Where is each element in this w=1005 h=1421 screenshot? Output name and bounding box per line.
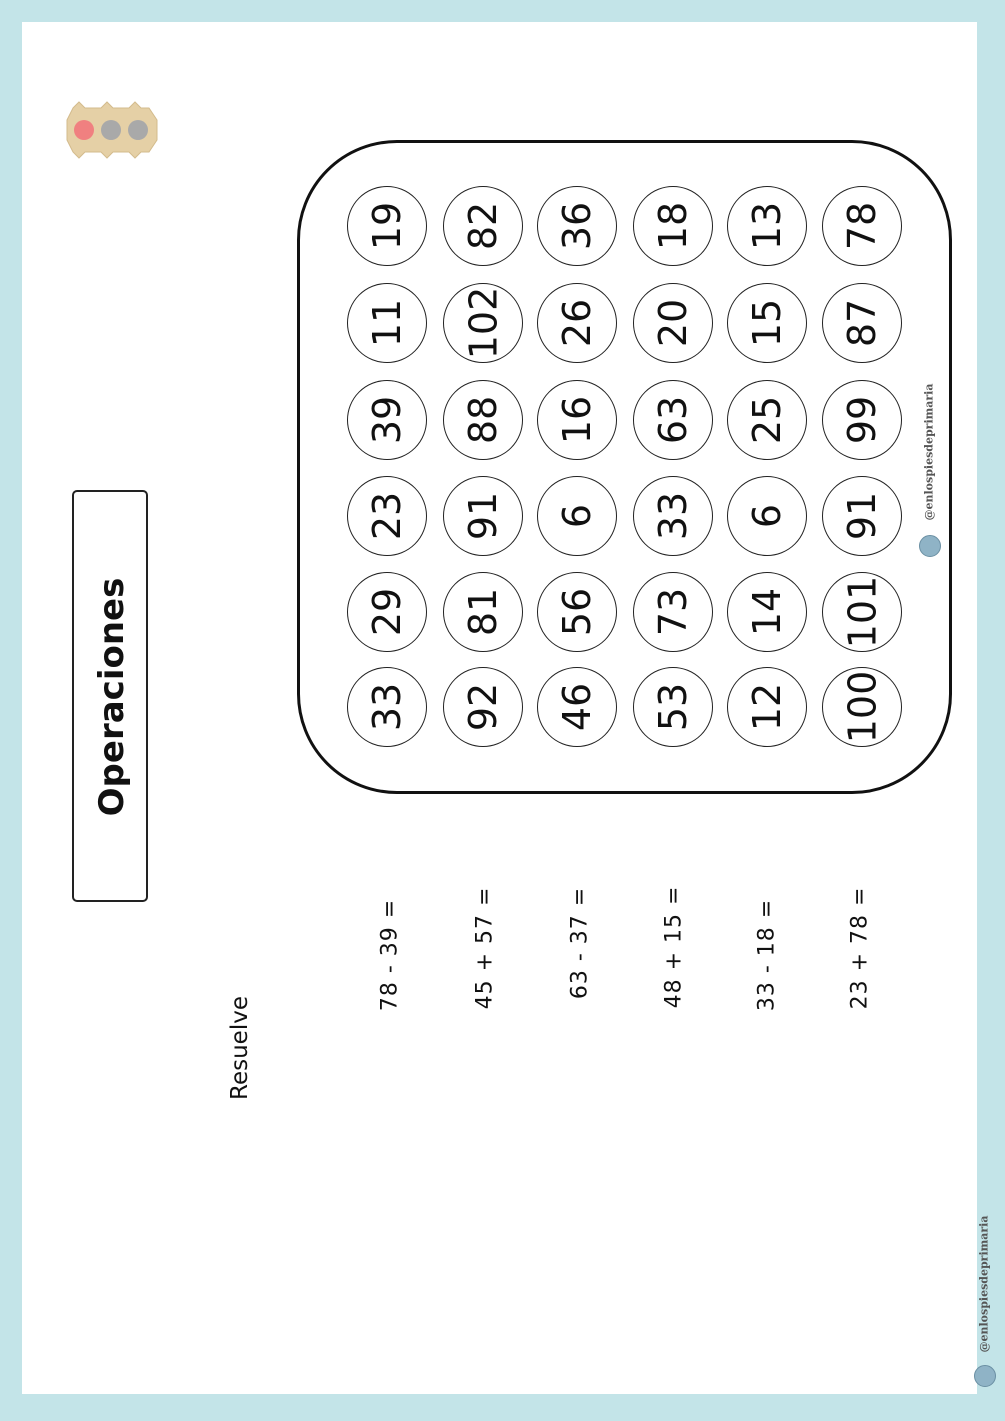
traffic-light-icon — [63, 100, 159, 160]
number-circle: 6 — [537, 476, 617, 556]
number-circle: 15 — [727, 283, 807, 363]
number-circle: 33 — [633, 476, 713, 556]
number-circle: 23 — [347, 476, 427, 556]
number-circle: 14 — [727, 572, 807, 652]
operation-4: 48 + 15 = — [661, 885, 687, 1009]
operation-2: 45 + 57 = — [472, 886, 498, 1010]
number-circle: 78 — [822, 186, 902, 266]
number-circle: 16 — [537, 380, 617, 460]
number-circle: 12 — [727, 667, 807, 747]
number-circle: 39 — [347, 380, 427, 460]
number-circle: 87 — [822, 283, 902, 363]
number-circle: 82 — [443, 186, 523, 266]
number-circle: 36 — [537, 186, 617, 266]
number-circle: 91 — [822, 476, 902, 556]
number-circle: 20 — [633, 283, 713, 363]
brand-logo-icon — [974, 1365, 996, 1387]
number-circle: 19 — [347, 186, 427, 266]
number-circle: 92 — [443, 667, 523, 747]
number-circle: 53 — [633, 667, 713, 747]
number-circle: 18 — [633, 186, 713, 266]
operation-3: 63 - 37 = — [567, 886, 593, 1000]
credit-text: @enlospiesdeprimaria — [922, 383, 936, 521]
number-circle: 13 — [727, 186, 807, 266]
number-circle: 88 — [443, 380, 523, 460]
number-circle: 102 — [443, 283, 523, 363]
number-circle: 6 — [727, 476, 807, 556]
number-circle: 73 — [633, 572, 713, 652]
operation-6: 23 + 78 = — [847, 886, 873, 1010]
gray-light-icon — [101, 120, 121, 140]
credit-text-footer: @enlospiesdeprimaria — [977, 1215, 991, 1353]
number-circle: 11 — [347, 283, 427, 363]
number-circle: 91 — [443, 476, 523, 556]
number-circle: 25 — [727, 380, 807, 460]
instruction-label: Resuelve — [227, 996, 253, 1100]
gray-light-icon — [128, 120, 148, 140]
number-circle: 99 — [822, 380, 902, 460]
number-circle: 26 — [537, 283, 617, 363]
operation-5: 33 - 18 = — [754, 898, 780, 1012]
page-title: Operaciones — [92, 577, 132, 817]
number-circle: 101 — [822, 572, 902, 652]
brand-logo-icon — [919, 535, 941, 557]
red-light-icon — [74, 120, 94, 140]
number-circle: 63 — [633, 380, 713, 460]
number-circle: 29 — [347, 572, 427, 652]
number-circle: 100 — [822, 667, 902, 747]
number-circle: 46 — [537, 667, 617, 747]
number-circle: 56 — [537, 572, 617, 652]
operation-1: 78 - 39 = — [377, 898, 403, 1012]
number-circle: 33 — [347, 667, 427, 747]
number-circle: 81 — [443, 572, 523, 652]
